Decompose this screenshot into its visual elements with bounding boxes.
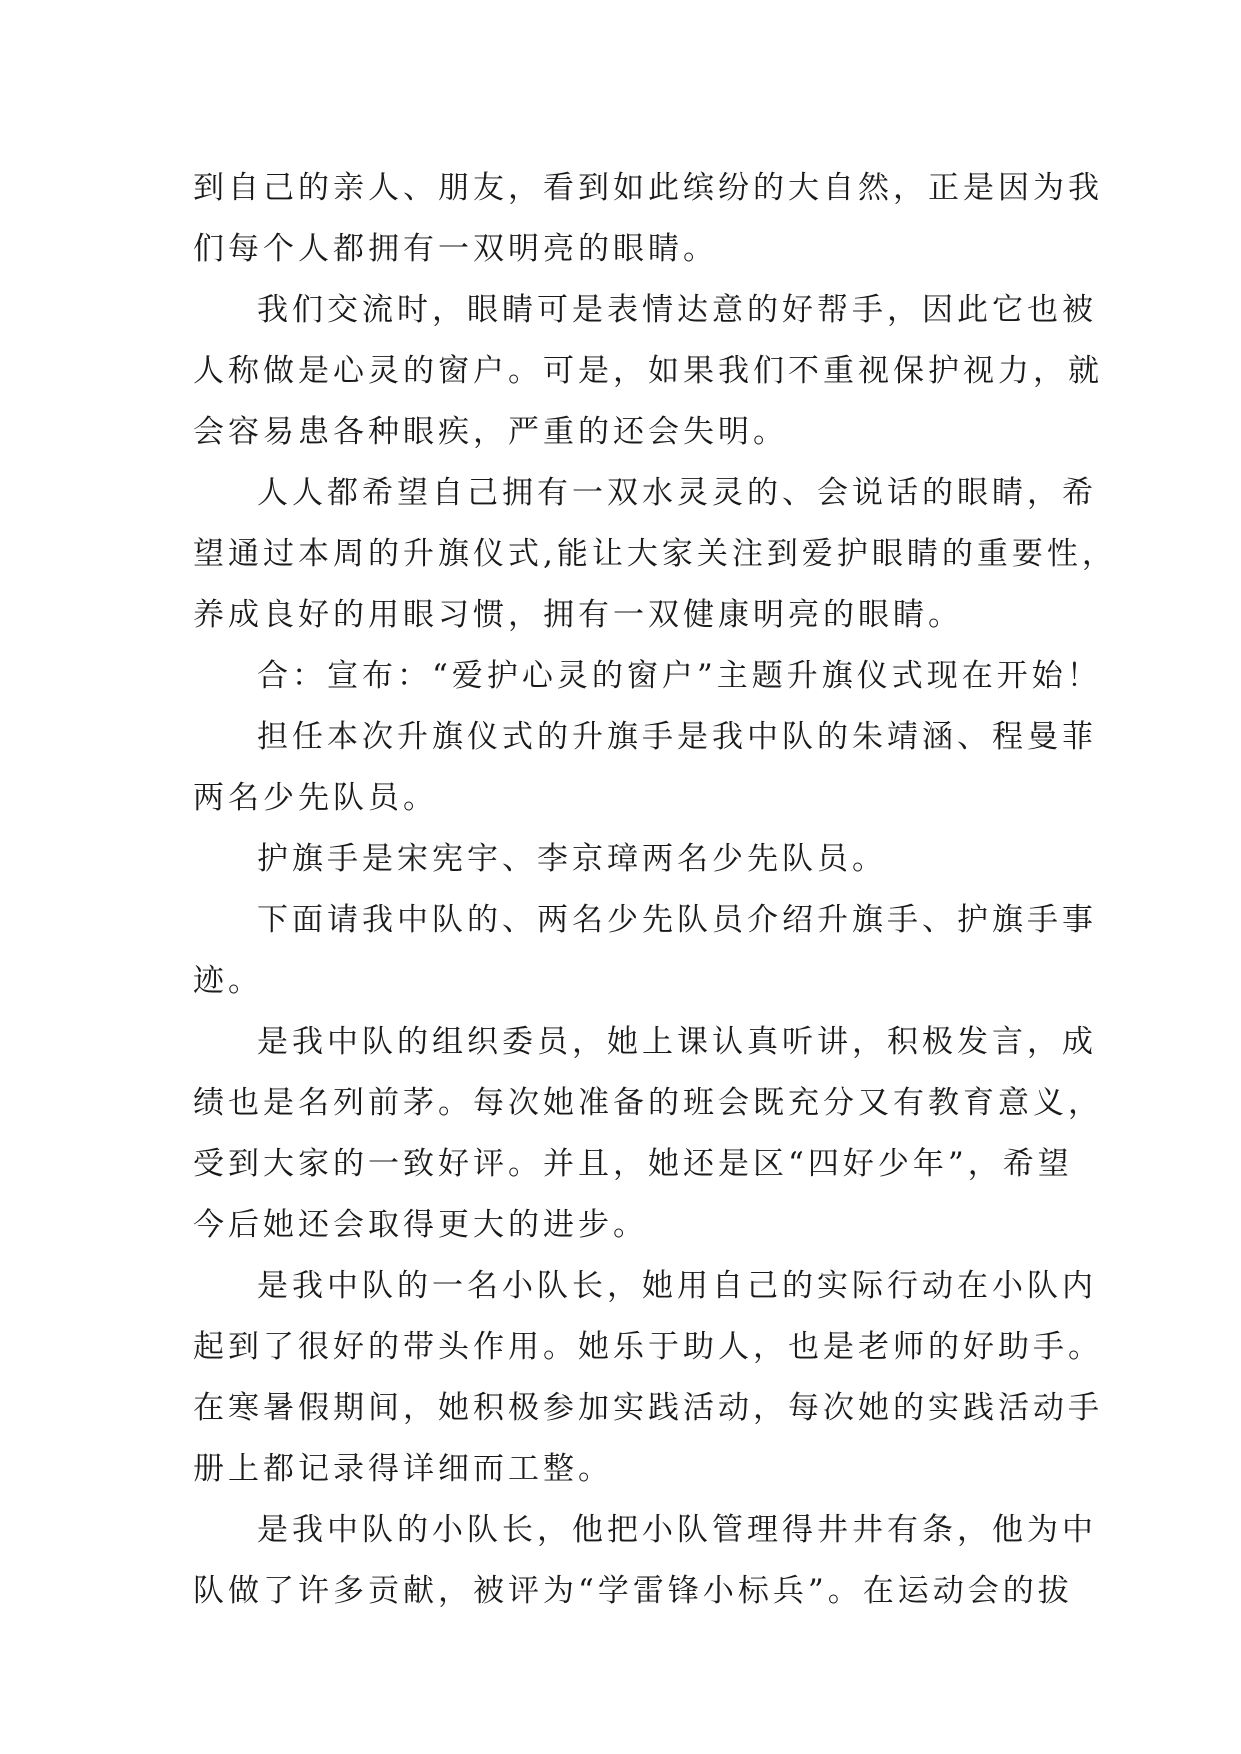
text-line: 今后她还会取得更大的进步。 — [193, 1207, 648, 1243]
text-line: 是我中队的组织委员，她上课认真听讲，积极发言，成 — [257, 1024, 1097, 1060]
text-line: 绩也是名列前茅。每次她准备的班会既充分又有教育意义， — [193, 1085, 1103, 1121]
text-line: 护旗手是宋宪宇、李京璋两名少先队员。 — [257, 841, 887, 877]
text-line: 起到了很好的带头作用。她乐于助人，也是老师的好助手。 — [193, 1329, 1103, 1365]
text-line: 人人都希望自己拥有一双水灵灵的、会说话的眼睛，希 — [257, 475, 1097, 511]
text-line: 望通过本周的升旗仪式,能让大家关注到爱护眼睛的重要性， — [193, 536, 1117, 572]
text-line: 担任本次升旗仪式的升旗手是我中队的朱靖涵、程曼菲 — [257, 719, 1097, 755]
text-line: 合：宣布：“爱护心灵的窗户”主题升旗仪式现在开始！ — [257, 658, 1102, 694]
text-line: 迹。 — [193, 963, 263, 999]
text-line: 会容易患各种眼疾，严重的还会失明。 — [193, 414, 788, 450]
text-line: 我们交流时，眼睛可是表情达意的好帮手，因此它也被 — [257, 292, 1097, 328]
text-line: 们每个人都拥有一双明亮的眼睛。 — [193, 231, 718, 267]
text-line: 到自己的亲人、朋友，看到如此缤纷的大自然，正是因为我 — [193, 170, 1103, 206]
text-line: 人称做是心灵的窗户。可是，如果我们不重视保护视力，就 — [193, 353, 1103, 389]
text-line: 两名少先队员。 — [193, 780, 438, 816]
text-line: 册上都记录得详细而工整。 — [193, 1451, 613, 1487]
text-line: 养成良好的用眼习惯，拥有一双健康明亮的眼睛。 — [193, 597, 963, 633]
text-line: 下面请我中队的、两名少先队员介绍升旗手、护旗手事 — [257, 902, 1097, 938]
text-line: 受到大家的一致好评。并且，她还是区“四好少年”，希望 — [193, 1146, 1073, 1182]
text-line: 是我中队的一名小队长，她用自己的实际行动在小队内 — [257, 1268, 1097, 1304]
text-line: 在寒暑假期间，她积极参加实践活动，每次她的实践活动手 — [193, 1390, 1103, 1426]
text-line: 是我中队的小队长，他把小队管理得井井有条，他为中 — [257, 1512, 1097, 1548]
text-line: 队做了许多贡献，被评为“学雷锋小标兵”。在运动会的拔 — [193, 1573, 1073, 1609]
body-text — [193, 158, 1117, 1622]
